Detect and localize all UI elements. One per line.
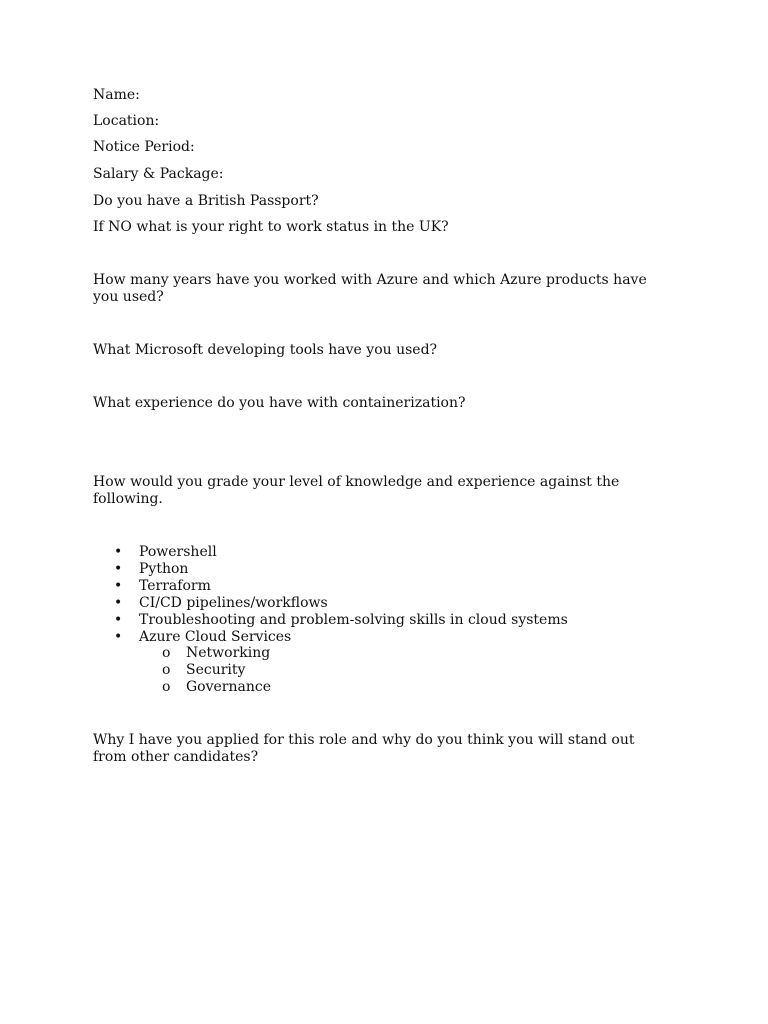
question-grade-intro: How would you grade your level of knowledge and experience against the following.: [93, 474, 620, 507]
list-item: [0, 645, 271, 662]
sub-bullet-marker: o: [162, 645, 171, 661]
sub-bullet-marker: o: [162, 662, 171, 678]
field-salary-package-label: Salary & Package:: [93, 166, 224, 182]
list-item: [0, 612, 568, 629]
list-item: [0, 544, 568, 561]
question-ms-tools: What Microsoft developing tools have you used?: [93, 342, 438, 358]
list-item: [0, 561, 568, 578]
question-why-applied: Why I have you applied for this role and why do you think you will stand out from other candidates?: [93, 732, 635, 765]
skill-label: Terraform: [139, 578, 211, 594]
list-item: [0, 595, 568, 612]
list-item: [0, 629, 568, 646]
skill-label: CI/CD pipelines/workflows: [139, 595, 328, 611]
bullet-marker: •: [114, 612, 123, 628]
field-british-passport-question: Do you have a British Passport?: [93, 193, 319, 209]
skill-label: Troubleshooting and problem-solving skills in cloud systems: [139, 612, 568, 628]
sub-item-label: Governance: [186, 679, 272, 695]
skills-list: [0, 544, 568, 646]
field-right-to-work-question: If NO what is your right to work status in the UK?: [93, 219, 449, 235]
question-containerization: What experience do you have with containerization?: [93, 395, 466, 411]
bullet-marker: •: [114, 561, 123, 577]
list-item: [0, 578, 568, 595]
sub-bullet-marker: o: [162, 679, 171, 695]
sub-item-label: Networking: [186, 645, 271, 661]
bullet-marker: •: [114, 578, 123, 594]
field-notice-period-label: Notice Period:: [93, 139, 195, 155]
bullet-marker: •: [114, 544, 123, 560]
sub-item-label: Security: [186, 662, 246, 678]
field-location-label: Location:: [93, 113, 160, 129]
field-name-label: Name:: [93, 87, 140, 103]
list-item: [0, 679, 271, 696]
list-item: [0, 662, 271, 679]
azure-sub-list: [0, 645, 271, 696]
bullet-marker: •: [114, 595, 123, 611]
skill-label: Powershell: [139, 544, 217, 560]
bullet-marker: •: [114, 629, 123, 645]
skill-label: Azure Cloud Services: [139, 629, 292, 645]
skill-label: Python: [139, 561, 189, 577]
question-azure-years: How many years have you worked with Azure and which Azure products have you used?: [93, 272, 647, 305]
